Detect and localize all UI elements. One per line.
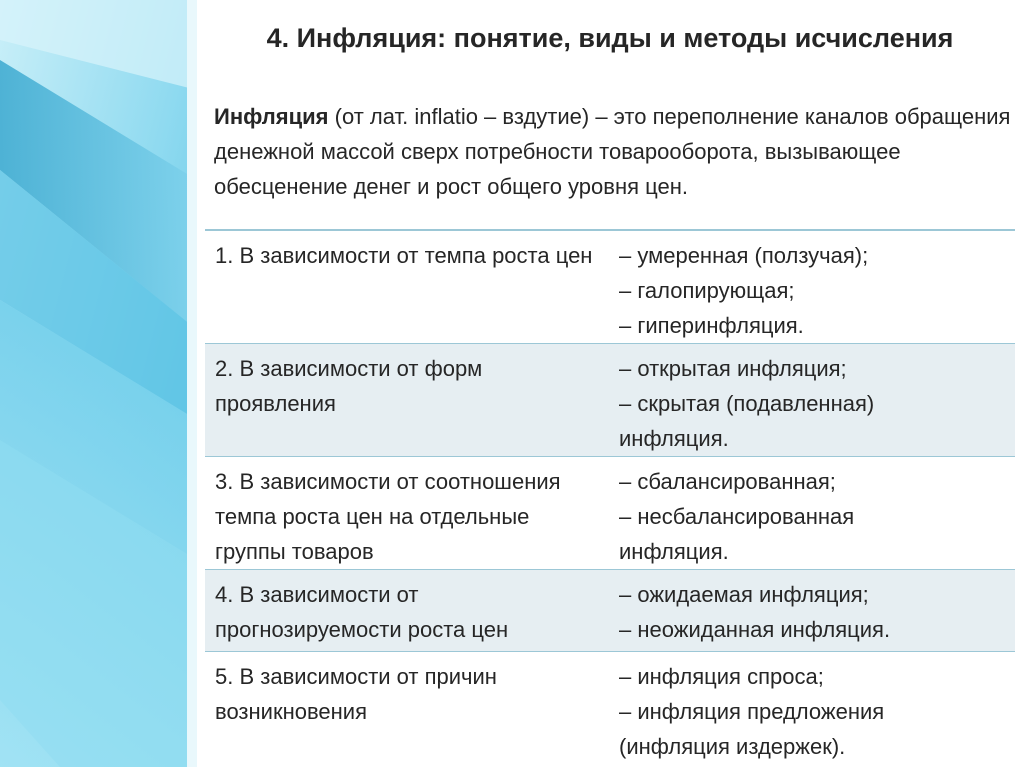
types-cell [619, 464, 1015, 569]
type-item: – неожиданная инфляция. [619, 617, 891, 642]
type-item: – гиперинфляция. [619, 313, 804, 338]
types-cell [619, 659, 1015, 764]
types-cell [619, 351, 1015, 456]
type-item: инфляция. [619, 426, 729, 451]
type-item: – сбалансированная; [619, 469, 836, 494]
definition-paragraph [214, 99, 1014, 204]
table-row [205, 344, 1015, 457]
slide-content [205, 0, 1024, 767]
table-row [205, 652, 1015, 768]
criterion-cell: 3. В зависимости от соотношения темпа роста цен на отдельные группы товаров [215, 469, 561, 564]
types-cell [619, 238, 1015, 343]
criterion-cell: 4. В зависимости от прогнозируемости роста цен [215, 582, 509, 642]
inflation-types-table [205, 229, 1015, 768]
criterion-cell: 1. В зависимости от темпа роста цен [215, 243, 593, 268]
type-item: – открытая инфляция; [619, 356, 847, 381]
table-row [205, 457, 1015, 570]
table-row [205, 570, 1015, 652]
type-item: – скрытая (подавленная) [619, 391, 875, 416]
definition-term: Инфляция [214, 104, 329, 129]
type-item: – ожидаемая инфляция; [619, 582, 869, 607]
decorative-sidebar [0, 0, 197, 767]
type-item: (инфляция издержек). [619, 734, 846, 759]
type-item: – инфляция спроса; [619, 664, 824, 689]
sidebar-background-graphic [0, 0, 197, 767]
definition-text: (от лат. inflatio – вздутие) – это переполнение каналов обращения денежной массой сверх потребности товарооборота, вызывающее обесценение денег и рост общего уровня цен. [214, 104, 1011, 199]
type-item: – умеренная (ползучая); [619, 243, 869, 268]
criterion-cell: 2. В зависимости от форм проявления [215, 356, 483, 416]
slide-title: 4. Инфляция: понятие, виды и методы исчисления [266, 23, 954, 53]
types-cell [619, 577, 1015, 647]
criterion-cell: 5. В зависимости от причин возникновения [215, 664, 497, 724]
table-row [205, 231, 1015, 344]
sidebar-edge [187, 0, 197, 767]
type-item: – галопирующая; [619, 278, 795, 303]
type-item: инфляция. [619, 539, 729, 564]
type-item: – инфляция предложения [619, 699, 885, 724]
type-item: – несбалансированная [619, 504, 855, 529]
